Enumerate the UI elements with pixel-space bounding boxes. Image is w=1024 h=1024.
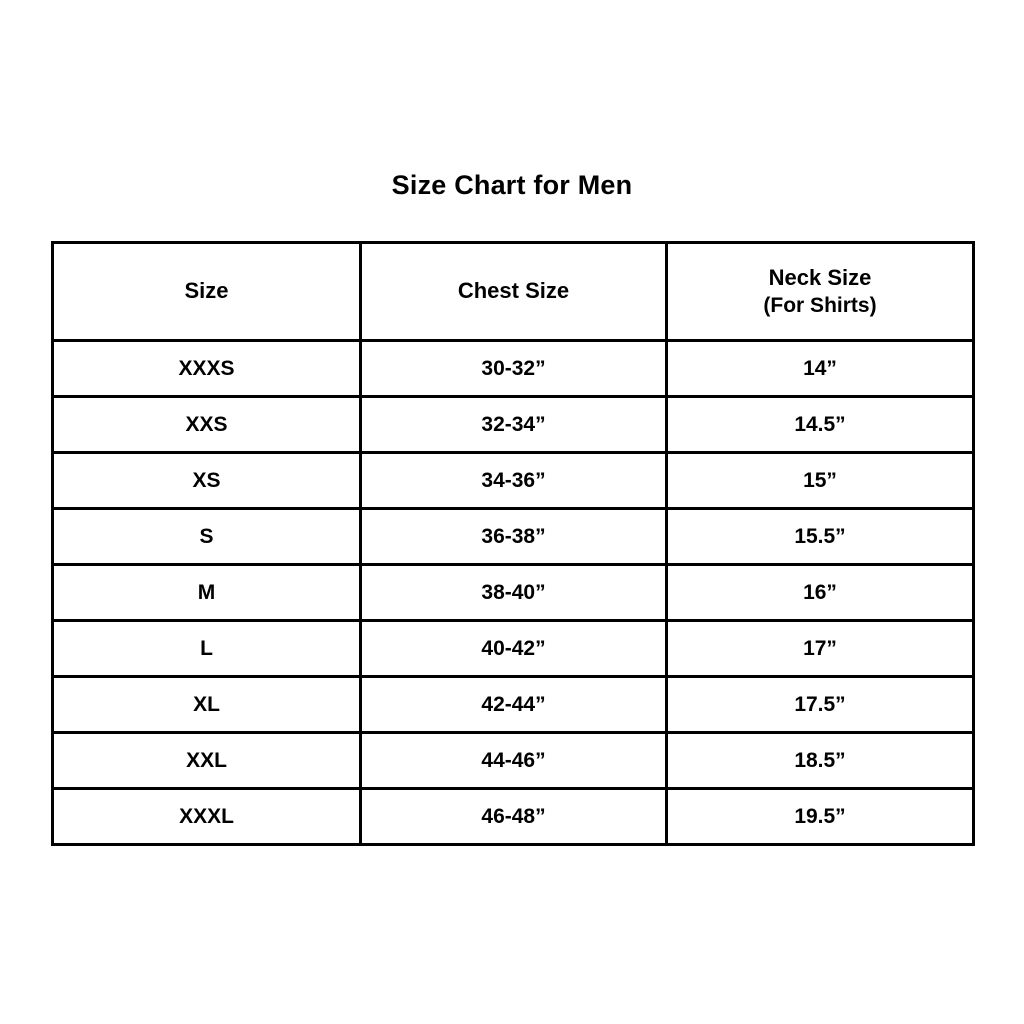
column-header-chest-label: Chest Size (457, 278, 570, 304)
cell-neck: 14.5” (667, 397, 974, 453)
cell-size: XXS (53, 397, 361, 453)
column-header-size-label: Size (184, 278, 229, 304)
table-body (53, 341, 974, 845)
cell-size: XL (53, 677, 361, 733)
page-title: Size Chart for Men (391, 170, 633, 200)
column-header-chest (361, 243, 667, 341)
cell-size: M (53, 565, 361, 621)
cell-chest: 36-38” (361, 509, 667, 565)
table-row (53, 565, 974, 621)
cell-chest: 38-40” (361, 565, 667, 621)
table-header-row (53, 243, 974, 341)
cell-size: L (53, 621, 361, 677)
table-row (53, 677, 974, 733)
column-header-neck (667, 243, 974, 341)
cell-size: XXXL (53, 789, 361, 845)
cell-neck: 19.5” (667, 789, 974, 845)
cell-chest: 40-42” (361, 621, 667, 677)
table-row (53, 341, 974, 397)
column-header-size (53, 243, 361, 341)
cell-neck: 15” (667, 453, 974, 509)
cell-neck: 17” (667, 621, 974, 677)
cell-neck: 18.5” (667, 733, 974, 789)
cell-size: XS (53, 453, 361, 509)
column-header-neck-sublabel: (For Shirts) (763, 294, 877, 318)
table-row (53, 453, 974, 509)
cell-size: S (53, 509, 361, 565)
table-row (53, 397, 974, 453)
cell-neck: 17.5” (667, 677, 974, 733)
cell-neck: 14” (667, 341, 974, 397)
table-row (53, 621, 974, 677)
table-header (53, 243, 974, 341)
cell-chest: 42-44” (361, 677, 667, 733)
table-row (53, 509, 974, 565)
cell-chest: 46-48” (361, 789, 667, 845)
cell-chest: 30-32” (361, 341, 667, 397)
table-row (53, 789, 974, 845)
size-chart-table (51, 241, 975, 846)
column-header-neck-label: Neck Size (768, 264, 872, 290)
cell-chest: 44-46” (361, 733, 667, 789)
table-row (53, 733, 974, 789)
cell-neck: 15.5” (667, 509, 974, 565)
cell-size: XXL (53, 733, 361, 789)
cell-chest: 32-34” (361, 397, 667, 453)
cell-size: XXXS (53, 341, 361, 397)
cell-neck: 16” (667, 565, 974, 621)
cell-chest: 34-36” (361, 453, 667, 509)
